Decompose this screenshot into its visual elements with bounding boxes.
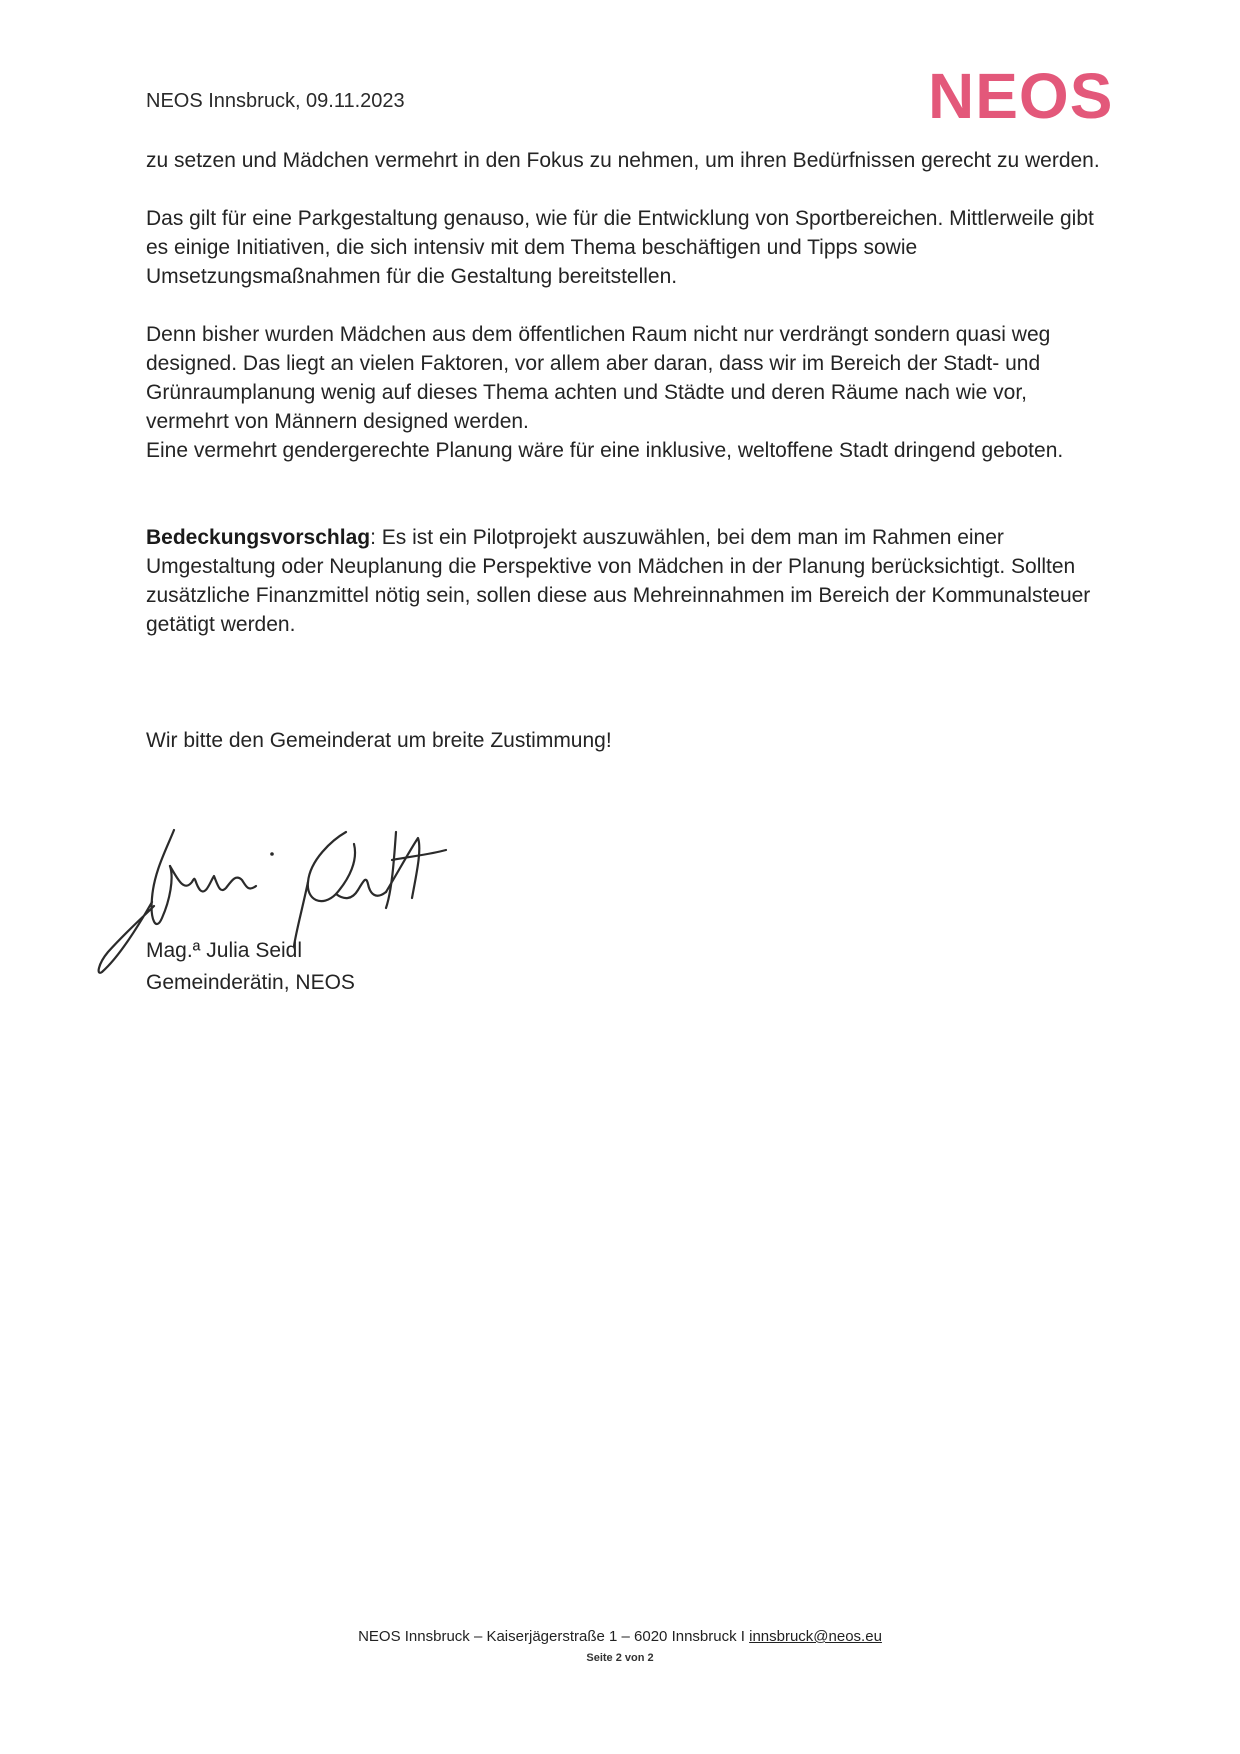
neos-logo: NEOS bbox=[928, 60, 1114, 132]
footer-address: NEOS Innsbruck – Kaiserjägerstraße 1 – 6020 Innsbruck I bbox=[358, 1628, 750, 1645]
paragraph-4: Eine vermehrt gendergerechte Planung wäre für eine inklusive, weltoffene Stadt dringend geboten. bbox=[146, 439, 1064, 462]
coverage-text: : Es ist ein Pilotprojekt auszuwählen, bei dem man im Rahmen einer Umgestaltung oder Neuplanung die Perspektive von Mädchen in der Planung berücksichtigt. Sollten zusätzliche Finanzmittel nötig sein, sollen diese aus Mehreinnahmen im Bereich der Kommunalsteuer getätigt werden. bbox=[146, 526, 1091, 636]
page-number: Seite 2 von 2 bbox=[586, 1652, 654, 1664]
sender-date-line: NEOS Innsbruck, 09.11.2023 bbox=[146, 90, 405, 112]
signer-block bbox=[146, 935, 355, 999]
letter-body bbox=[146, 146, 1106, 755]
footer-email-link[interactable]: innsbruck@neos.eu bbox=[749, 1628, 882, 1645]
closing-line: Wir bitte den Gemeinderat um breite Zustimmung! bbox=[146, 729, 612, 752]
signer-name: Mag.ª Julia Seidl bbox=[146, 939, 303, 962]
paragraph-1: zu setzen und Mädchen vermehrt in den Fokus zu nehmen, um ihren Bedürfnissen gerecht zu werden. bbox=[146, 149, 1100, 172]
coverage-paragraph bbox=[146, 523, 1106, 639]
signer-role: Gemeinderätin, NEOS bbox=[146, 971, 355, 994]
coverage-label: Bedeckungsvorschlag bbox=[146, 526, 371, 549]
paragraph-2: Das gilt für eine Parkgestaltung genauso, wie für die Entwicklung von Sportbereichen. Mittlerweile gibt es einige Initiativen, die sich intensiv mit dem Thema beschäftigen und Tipps sowie Umsetzungsmaßnahmen für die Gestaltung bereitstellen. bbox=[146, 207, 1094, 288]
paragraph-3: Denn bisher wurden Mädchen aus dem öffentlichen Raum nicht nur verdrängt sondern quasi weg designed. Das liegt an vielen Faktoren, vor allem aber daran, dass wir im Bereich der Stadt- und Grünraumplanung wenig auf dieses Thema achten und Städte und deren Räume nach wie vor, vermehrt von Männern designed werden. bbox=[146, 323, 1051, 433]
footer-address-line bbox=[0, 1628, 1240, 1645]
